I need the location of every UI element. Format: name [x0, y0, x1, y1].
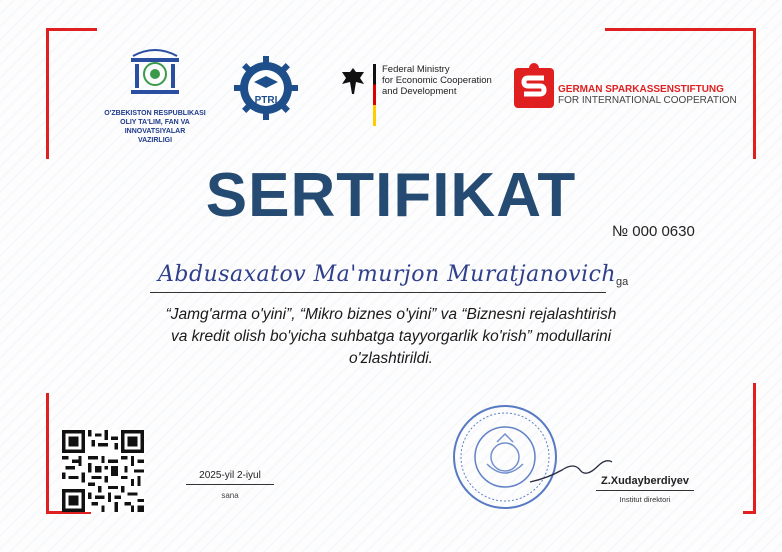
corner-frame-bottom-right	[743, 383, 756, 514]
bmz-line-2: for Economic Cooperation	[382, 75, 492, 86]
ministry-caption-line-3: VAZIRLIGI	[137, 137, 173, 144]
recipient-underline	[150, 292, 606, 293]
description-line-2: va kredit olish bo'yicha suhbatga tayyorgarlik ko'rish” modullarini	[170, 328, 612, 345]
sparkasse-s-icon	[514, 62, 554, 108]
date-label: sana	[221, 491, 239, 500]
ministry-caption-line-1: O'ZBEKISTON RESPUBLIKASI	[104, 110, 206, 117]
ptri-label: PTRI	[254, 95, 278, 106]
sparkasse-line-1: GERMAN SPARKASSENSTIFTUNG	[558, 84, 724, 95]
ptri-logo-icon	[234, 56, 298, 120]
issue-date: 2025-yil 2-iyul	[199, 470, 261, 481]
sparkasse-line-2: FOR INTERNATIONAL COOPERATION	[558, 95, 737, 106]
ministry-caption-line-2: OLIY TA'LIM, FAN VA INNOVATSIYALAR	[120, 119, 190, 135]
description-line-3: o'zlashtirildi.	[349, 350, 433, 367]
certificate-description	[100, 304, 682, 370]
director-title: Institut direktori	[619, 495, 671, 504]
german-flag-bar	[373, 64, 376, 126]
bmz-line-1: Federal Ministry	[382, 64, 450, 75]
qr-code-icon	[62, 430, 144, 512]
recipient-suffix: ga	[616, 276, 629, 288]
ministry-emblem-icon	[125, 44, 185, 100]
sparkasse-logo	[512, 62, 752, 112]
bmz-logo	[340, 64, 510, 128]
corner-frame-top-left	[46, 28, 97, 159]
date-underline	[186, 484, 274, 485]
recipient-name: Abdusaxatov Ma'murjon Muratjanovich	[158, 262, 617, 287]
director-name: Z.Xudayberdiyev	[600, 475, 690, 487]
recipient-block	[150, 260, 650, 296]
certificate-number: № 000 0630	[612, 223, 695, 240]
date-block	[186, 470, 274, 500]
bmz-line-3: and Development	[382, 86, 457, 97]
director-underline	[596, 490, 694, 491]
federal-eagle-icon	[340, 66, 366, 96]
certificate-title: SERTIFIKAT	[205, 161, 577, 230]
description-line-1: “Jamg'arma o'yini”, “Mikro biznes o'yini” va “Biznesni rejalashtirish	[165, 306, 617, 323]
director-block	[596, 475, 694, 504]
ministry-logo	[96, 44, 214, 145]
